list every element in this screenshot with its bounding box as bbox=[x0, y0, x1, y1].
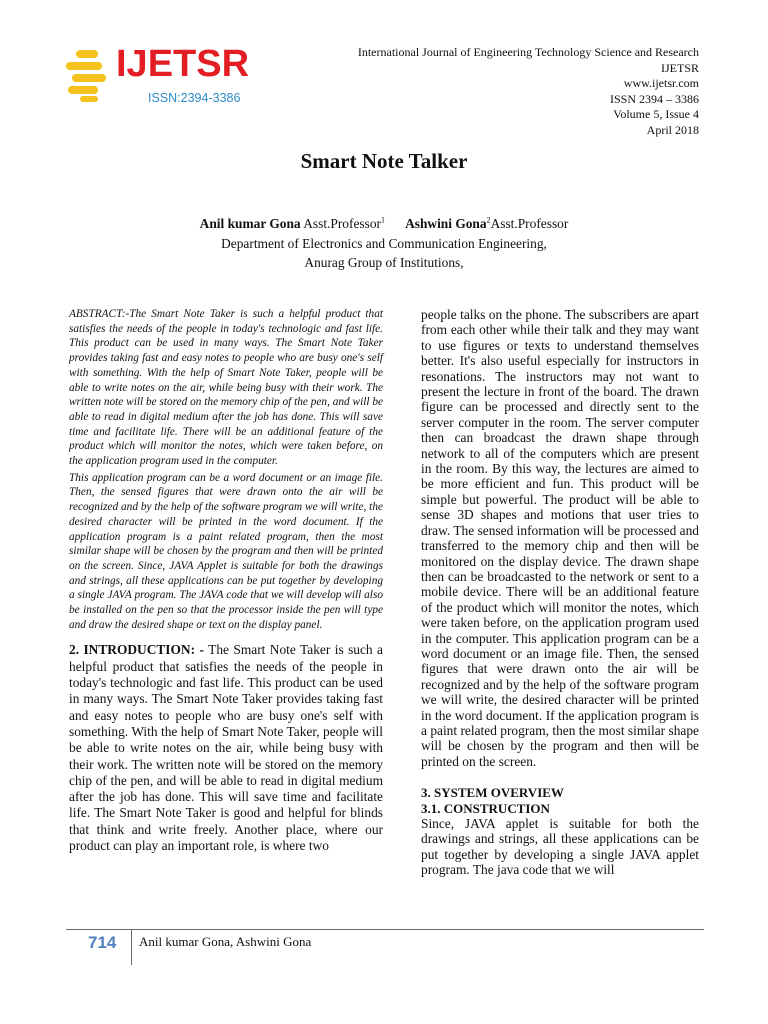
journal-volume: Volume 5, Issue 4 bbox=[613, 107, 699, 122]
author1-name: Anil kumar Gona bbox=[199, 216, 301, 231]
page-number: 714 bbox=[88, 933, 117, 952]
section-3-1-text: Since, JAVA applet is suitable for both the drawings and strings, all these applications can be put together by developing a single JAVA applet program. The java code that we will bbox=[421, 816, 699, 878]
introduction-heading: 2. INTRODUCTION: - bbox=[69, 642, 204, 658]
section-3-1-heading: 3.1. CONSTRUCTION bbox=[421, 800, 550, 816]
pen-nib-logo-icon bbox=[66, 46, 112, 104]
journal-logo bbox=[66, 40, 250, 112]
journal-abbrev: IJETSR bbox=[660, 60, 699, 75]
journal-info bbox=[358, 45, 699, 139]
footer-rule bbox=[66, 929, 704, 930]
introduction-paragraph bbox=[69, 642, 383, 854]
logo-text: IJETSR bbox=[116, 43, 250, 85]
logo-issn: ISSN:2394-3386 bbox=[148, 91, 241, 105]
abstract-paragraph-1: ABSTRACT:-The Smart Note Taker is such a helpful product that satisfies the needs of the people in today's technologic and fast life. This product can be used in many ways. The Smart Note Taker provides taking fast and easy notes to people who are busy one's self with something. With the help of Smart Note Taker, people will be able to write notes on the air, while being busy with their work. The written note will be stored on the memory chip of the pen, and will be able to read in digital medium after the job has done. This will save time and facilitate life. There will be an additional feature of the product which will monitor the notes, which were taken before, on the application program used in the computer. bbox=[69, 308, 383, 468]
right-paragraph-1: people talks on the phone. The subscribers are apart from each other while their talk and they may want to use figures or texts to understand themselves better. It's also useful especially for instructors in resonations. The instructors may not want to present the lecture in front of the board. The drawn figure can be processed and directly sent to the server computer in the room. The server computer then can broadcast the drawn shape through network to all of the computers which are present in the room. By this way, the lectures are aimed to be more efficient and fun. This product will be simple but powerful. The product will be able to sense 3D shapes and motions that user tries to draw. The sensed information will be processed and transferred to the memory chip and then will be monitored on the display device. The drawn shape then can be broadcasted to the network or sent to a mobile device. There will be an additional feature of the product which will monitor the notes, which were taken before, on the application program used in the computer. This application program can be a word document or an image file. Then, the sensed figures that were drawn onto the air will be recognized and by the help of the software program we will write, the desired character will be printed in the word document. If the application program is a paint related program, then the most similar shape will be chosen by the program and then will be printed on the screen. bbox=[421, 307, 699, 769]
journal-website: www.ijetsr.com bbox=[623, 76, 699, 91]
abstract-paragraph-2: This application program can be a word document or an image file. Then, the sensed figures that were drawn onto the air will be recognized and by the help of the software program we will write, the desired character will be printed in the word document. If the application program is a paint related program, then the most similar shape will be chosen by the program and then will be printed on the screen. Since, JAVA Applet is suitable for both the drawings and strings, all these applications can be put together by developing a single JAVA program. The JAVA code that we will develop will also be installed on the pen so that the processor inside the pen will type and draw the desired shape or text on the display panel. bbox=[69, 471, 383, 631]
author1-sup: 1 bbox=[380, 215, 385, 225]
journal-date: April 2018 bbox=[646, 122, 699, 137]
author-block bbox=[0, 214, 768, 273]
footer-authors: Anil kumar Gona, Ashwini Gona bbox=[139, 934, 312, 949]
institution: Anurag Group of Institutions, bbox=[304, 255, 464, 270]
section-3-heading: 3. SYSTEM OVERVIEW bbox=[421, 785, 564, 801]
department: Department of Electronics and Communication Engineering, bbox=[221, 235, 547, 251]
footer-divider bbox=[131, 929, 132, 965]
journal-issn: ISSN 2394 – 3386 bbox=[609, 91, 699, 106]
author2-role: Asst.Professor bbox=[490, 216, 569, 231]
paper-title: Smart Note Talker bbox=[300, 149, 468, 173]
left-column bbox=[69, 307, 383, 854]
author2-name: Ashwini Gona bbox=[405, 216, 487, 231]
author1-role: Asst.Professor bbox=[303, 216, 381, 231]
journal-name: International Journal of Engineering Technology Science and Research bbox=[357, 45, 699, 59]
introduction-text: The Smart Note Taker is such a helpful product that satisfies the needs of the people in today's technologic and fast life. This product can be used in many ways. The Smart Note Taker provides taking fast and easy notes to people who are busy one's self with something. With the help of Smart Note Taker, people will be able to write notes on the air, while being busy with their work. The written note will be stored on the memory chip of the pen, and will be able to read in digital medium after the job has done. This will save time and facilitate life. The Smart Note Taker is good and helpful for blinds that think and write freely. Another place, where our product can play an important role, is where two bbox=[69, 642, 383, 854]
author2-sup: 2 bbox=[486, 215, 491, 225]
right-column bbox=[421, 307, 699, 878]
author-line bbox=[0, 214, 768, 234]
